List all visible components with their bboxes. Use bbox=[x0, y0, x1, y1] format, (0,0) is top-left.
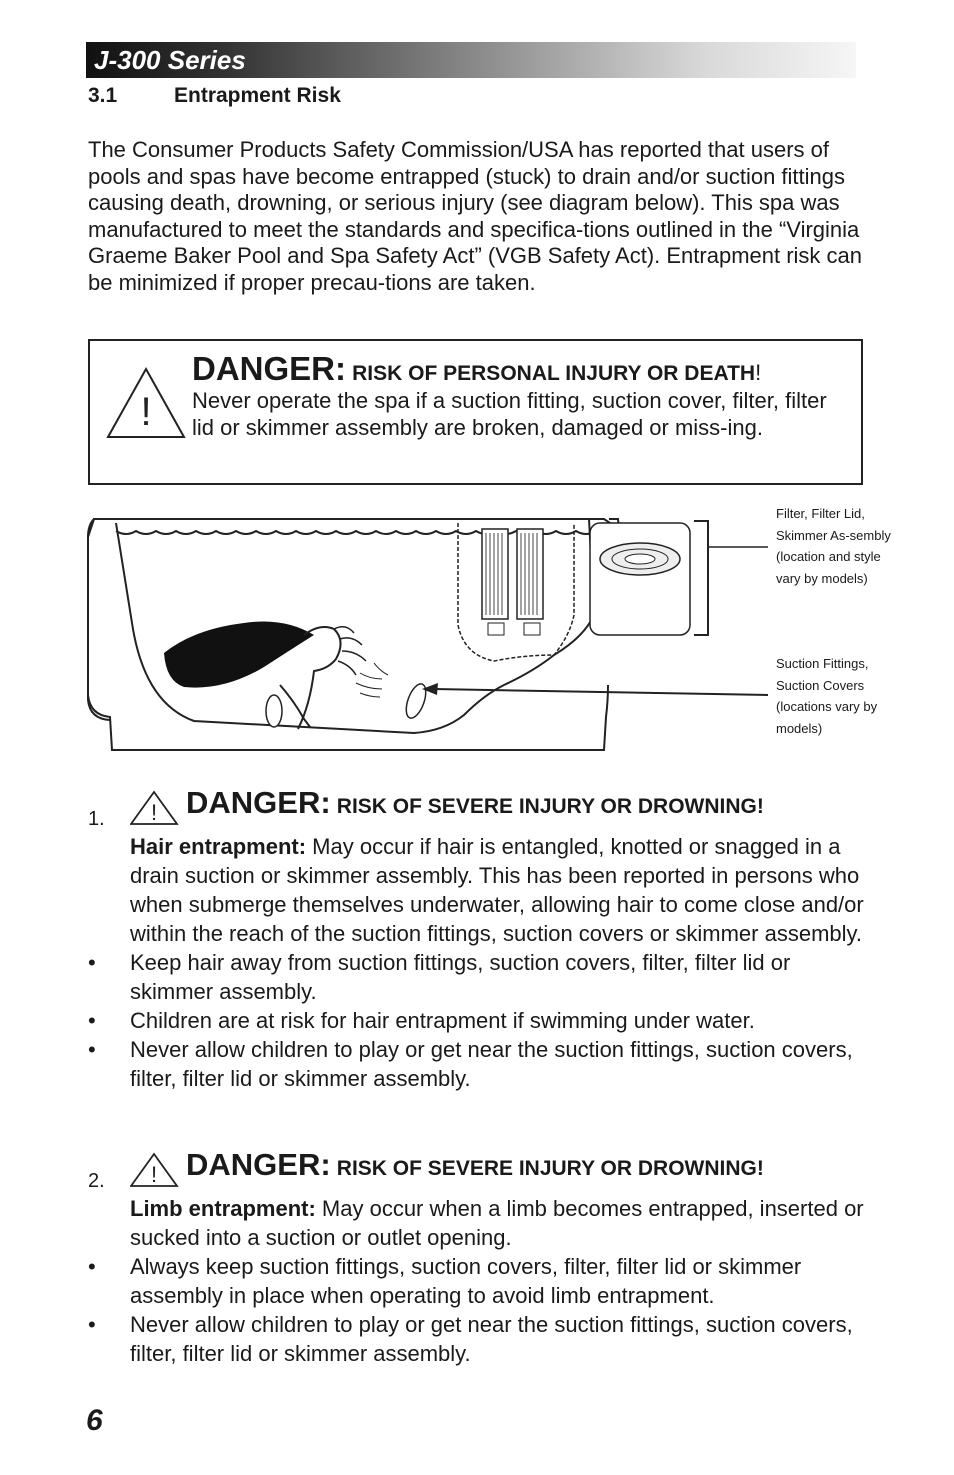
warning-number: 1. bbox=[88, 808, 105, 830]
bullet-text: Never allow children to play or get near the suction fittings, suction covers, filter, filter lid or skimmer assembly. bbox=[130, 1037, 853, 1091]
section-title: Entrapment Risk bbox=[174, 84, 341, 107]
bullet-symbol: • bbox=[88, 1037, 96, 1062]
callout-filter-skimmer: Filter, Filter Lid, Skimmer As-sembly (location and style vary by models) bbox=[776, 506, 891, 587]
page-number: 6 bbox=[86, 1404, 103, 1437]
danger-label: DANGER: bbox=[192, 350, 346, 387]
warning-header bbox=[88, 785, 878, 832]
skimmer-assembly bbox=[590, 523, 690, 635]
bullet-symbol: • bbox=[88, 1254, 96, 1279]
danger-box-content bbox=[192, 350, 847, 441]
bullet-item bbox=[88, 1035, 878, 1093]
bullet-symbol: • bbox=[88, 1008, 96, 1033]
warning-limb-entrapment bbox=[88, 1147, 878, 1368]
warning-text: May occur if hair is entangled, knotted or snagged in a drain suction or skimmer assembly. This has been reported in persons who when submerge themselves underwater, allowing hair to come close and/or within the reach of the suction fittings, suction covers or skimmer assembly. bbox=[130, 834, 864, 946]
bullet-text: Always keep suction fittings, suction covers, filter, filter lid or skimmer assembly in place when operating to avoid limb entrapment. bbox=[130, 1254, 802, 1308]
danger-exclaim: ! bbox=[755, 360, 762, 385]
bullet-symbol: • bbox=[88, 1312, 96, 1337]
warning-text: May occur when a limb becomes entrapped, inserted or sucked into a suction or outlet opening. bbox=[130, 1196, 864, 1250]
bullet-text: Keep hair away from suction fittings, suction covers, filter, filter lid or skimmer assembly. bbox=[130, 950, 791, 1004]
danger-box bbox=[88, 339, 863, 485]
swimmer-figure bbox=[164, 622, 314, 688]
series-title: J-300 Series bbox=[94, 45, 246, 75]
warning-triangle-icon bbox=[130, 1152, 180, 1188]
warning-number: 2. bbox=[88, 1170, 105, 1192]
danger-label: DANGER: bbox=[186, 1147, 331, 1182]
bullet-text: Never allow children to play or get near the suction fittings, suction covers, filter, filter lid or skimmer assembly. bbox=[130, 1312, 853, 1366]
bullet-text: Children are at risk for hair entrapment if swimming under water. bbox=[130, 1008, 755, 1033]
warning-lead: Limb entrapment: bbox=[130, 1196, 316, 1221]
suction-fitting bbox=[402, 681, 429, 720]
svg-text:!: ! bbox=[140, 390, 152, 434]
warning-triangle-icon bbox=[130, 790, 180, 826]
warning-hair-entrapment bbox=[88, 785, 878, 1093]
section-number: 3.1 bbox=[88, 84, 118, 107]
section-heading bbox=[88, 84, 341, 108]
svg-text:!: ! bbox=[150, 800, 158, 825]
series-header-bar bbox=[86, 42, 856, 78]
warning-description bbox=[130, 832, 878, 948]
bullet-item bbox=[88, 948, 878, 1006]
callout-suction-fittings: Suction Fittings, Suction Covers (locations vary by models) bbox=[776, 656, 878, 737]
danger-subtitle: RISK OF SEVERE INJURY OR DROWNING! bbox=[336, 795, 764, 818]
warning-header bbox=[88, 1147, 878, 1194]
warning-triangle-icon bbox=[104, 365, 188, 441]
bullet-item bbox=[88, 1310, 878, 1368]
bullet-item bbox=[88, 1006, 878, 1035]
danger-subtitle: RISK OF SEVERE INJURY OR DROWNING! bbox=[336, 1157, 764, 1180]
danger-box-text: Never operate the spa if a suction fitting, suction cover, filter, filter lid or skimmer assembly are broken, damaged or miss-ing. bbox=[192, 388, 827, 440]
bullet-symbol: • bbox=[88, 950, 96, 975]
intro-paragraph: The Consumer Products Safety Commission/USA has reported that users of pools and spas have become entrapped (stuck) to drain and/or suction fittings causing death, drowning, or serious injury (see diagram below). This spa was manufactured to meet the standards and specifica-tions outlined in the “Virginia Graeme Baker Pool and Spa Safety Act” (VGB Safety Act). Entrapment risk can be minimized if proper precau-tions are taken. bbox=[88, 137, 863, 295]
warning-lead: Hair entrapment: bbox=[130, 834, 307, 859]
bullet-item bbox=[88, 1252, 878, 1310]
svg-text:!: ! bbox=[150, 1162, 158, 1187]
danger-label: DANGER: bbox=[186, 785, 331, 820]
danger-subtitle: RISK OF PERSONAL INJURY OR DEATH bbox=[352, 362, 756, 385]
warning-description bbox=[130, 1194, 878, 1252]
